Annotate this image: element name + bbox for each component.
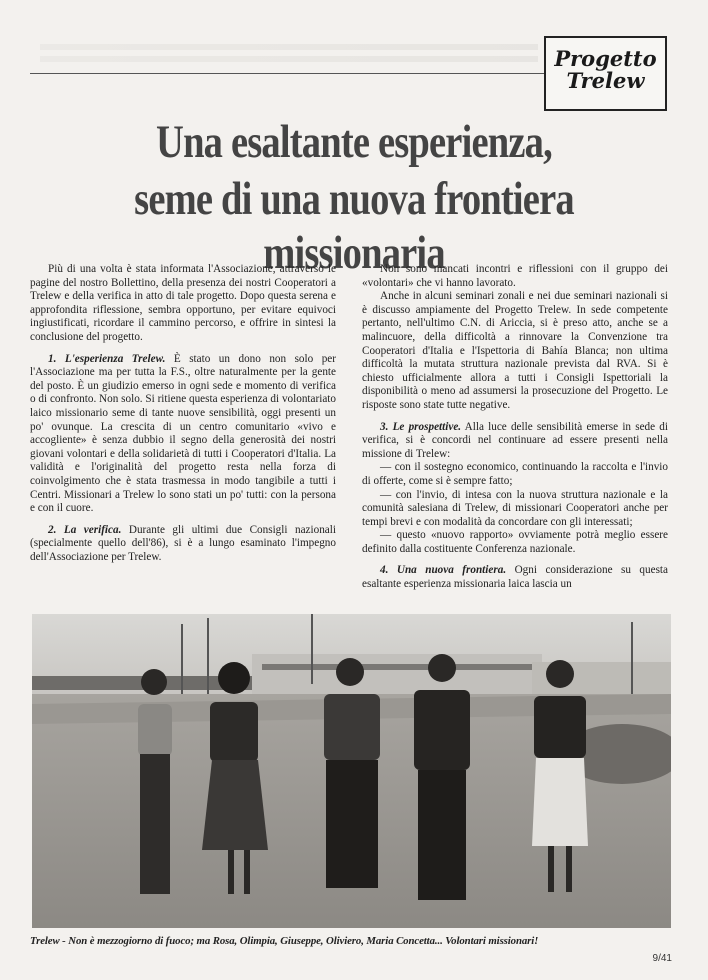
section-heading: 1. L'esperienza Trelew. <box>48 352 166 365</box>
list-item: — con l'invio, di intesa con la nuova struttura nazionale e la comunità salesiana di Trelew, di missionari Cooperatori anche per tempi brevi e con modalità da concordare con gli interessati; <box>362 488 668 528</box>
paragraph-section-4 <box>362 564 668 591</box>
paragraph-section-2 <box>30 524 336 565</box>
person-figure <box>414 654 470 900</box>
section-text: Durante gli ultimi due Consigli nazionali (specialmente quello dell'86), si è a lungo esaminato l'impegno dell'Associazione per Trelew. <box>30 523 336 563</box>
paragraph-intro: Più di una volta è stata informata l'Associazione, attraverso le pagine del nostro Bollettino, della presenza dei nostri Cooperatori a Trelew e della verifica in atto di tale progetto. Dopo questa serena e approfondita riflessione, sembra opportuno, per evitare equivoci ingiustificati, ricordare il cammino percorso, e offrire in sintesi la conclusione del progetto. <box>30 263 336 343</box>
header-rule <box>30 73 544 74</box>
list-item: — questo «nuovo rapporto» ovviamente potrà meglio essere definito dalla costituente Conferenza nazionale. <box>362 529 668 555</box>
faded-text-line <box>40 44 538 50</box>
paragraph: Non sono mancati incontri e riflessioni con il gruppo dei «volontari» che vi hanno lavorato. <box>362 263 668 289</box>
paragraph: Anche in alcuni seminari zonali e nei due seminari nazionali si è discusso ampiamente del Progetto Trelew. In sede competente pertanto, nell'ultimo C.N. di Ariccia, si è preso atto, anche se a malincuore, della difficoltà a rinnovare la Convenzione tra Cooperatori d'Italia e l'Ispettoria di Bahía Blanca; non ultima difficoltà la mutata struttura nazionale prevista dal RVA. Si è chiesto ufficialmente allora a tutti i Consigli Ispettoriali la disponibilità o meno ad assumersi la prosecuzione del Progetto. Le risposte sono state tutte negative. <box>362 290 668 411</box>
paragraph-section-1 <box>30 353 336 516</box>
text-column-right <box>362 263 668 600</box>
badge-line-2: Trelew <box>566 68 645 93</box>
headline-line-1: Una esaltante esperienza, <box>156 116 552 168</box>
list-item: — con il sostegno economico, continuando la raccolta e l'invio di offerte, come si è sempre fatto; <box>362 461 668 487</box>
badge-line-1: Progetto <box>554 46 657 71</box>
group-photo <box>32 614 671 928</box>
section-text: Ogni considerazione su questa esaltante esperienza missionaria laica lascia un <box>362 564 668 591</box>
section-text: Alla luce delle sensibilità emerse in sede di verifica, si è concordi nel continuare ad essere presenti nella missione di Trelew: <box>362 420 668 460</box>
section-heading: 4. Una nuova frontiera. <box>380 564 507 577</box>
faded-text-line <box>40 56 538 62</box>
photo-caption: Trelew - Non è mezzogiorno di fuoco; ma Rosa, Olimpia, Giuseppe, Oliviero, Maria Concetta... Volontari missionari! <box>30 935 539 947</box>
text-column-left <box>30 263 336 572</box>
page-number: 9/41 <box>652 953 672 964</box>
paragraph-section-3 <box>362 421 668 462</box>
section-heading: 3. Le prospettive. <box>380 420 462 433</box>
section-text: È stato un dono non solo per l'Associazione ma per tutta la F.S., oltre naturalmente per la gente del posto. È un giudizio emerso in ogni sede e momento di verifica o di confronto. Non solo. Si ritiene questa esperienza di volontariato laico missionario seme di tante nuove sensibilità, oggi presenti un po' ovunque. La crescita di un centro comunitario «vivo e accogliente» è senza dubbio il segno della generosità dei nostri giovani volontari e della solidarietà di tutti i Cooperatori d'Italia. La validità e l'originalità del progetto resta nella forza di coinvolgimento che è stata trasmessa in modo tangibile a tutti i Centri. Missionari a Trelew lo sono stati un po' tutti: con la persona e con il cuore. <box>30 352 336 515</box>
headline-line-2: seme di una nuova frontiera missionaria <box>134 173 574 279</box>
section-heading: 2. La verifica. <box>48 523 122 536</box>
section-badge <box>544 36 667 111</box>
